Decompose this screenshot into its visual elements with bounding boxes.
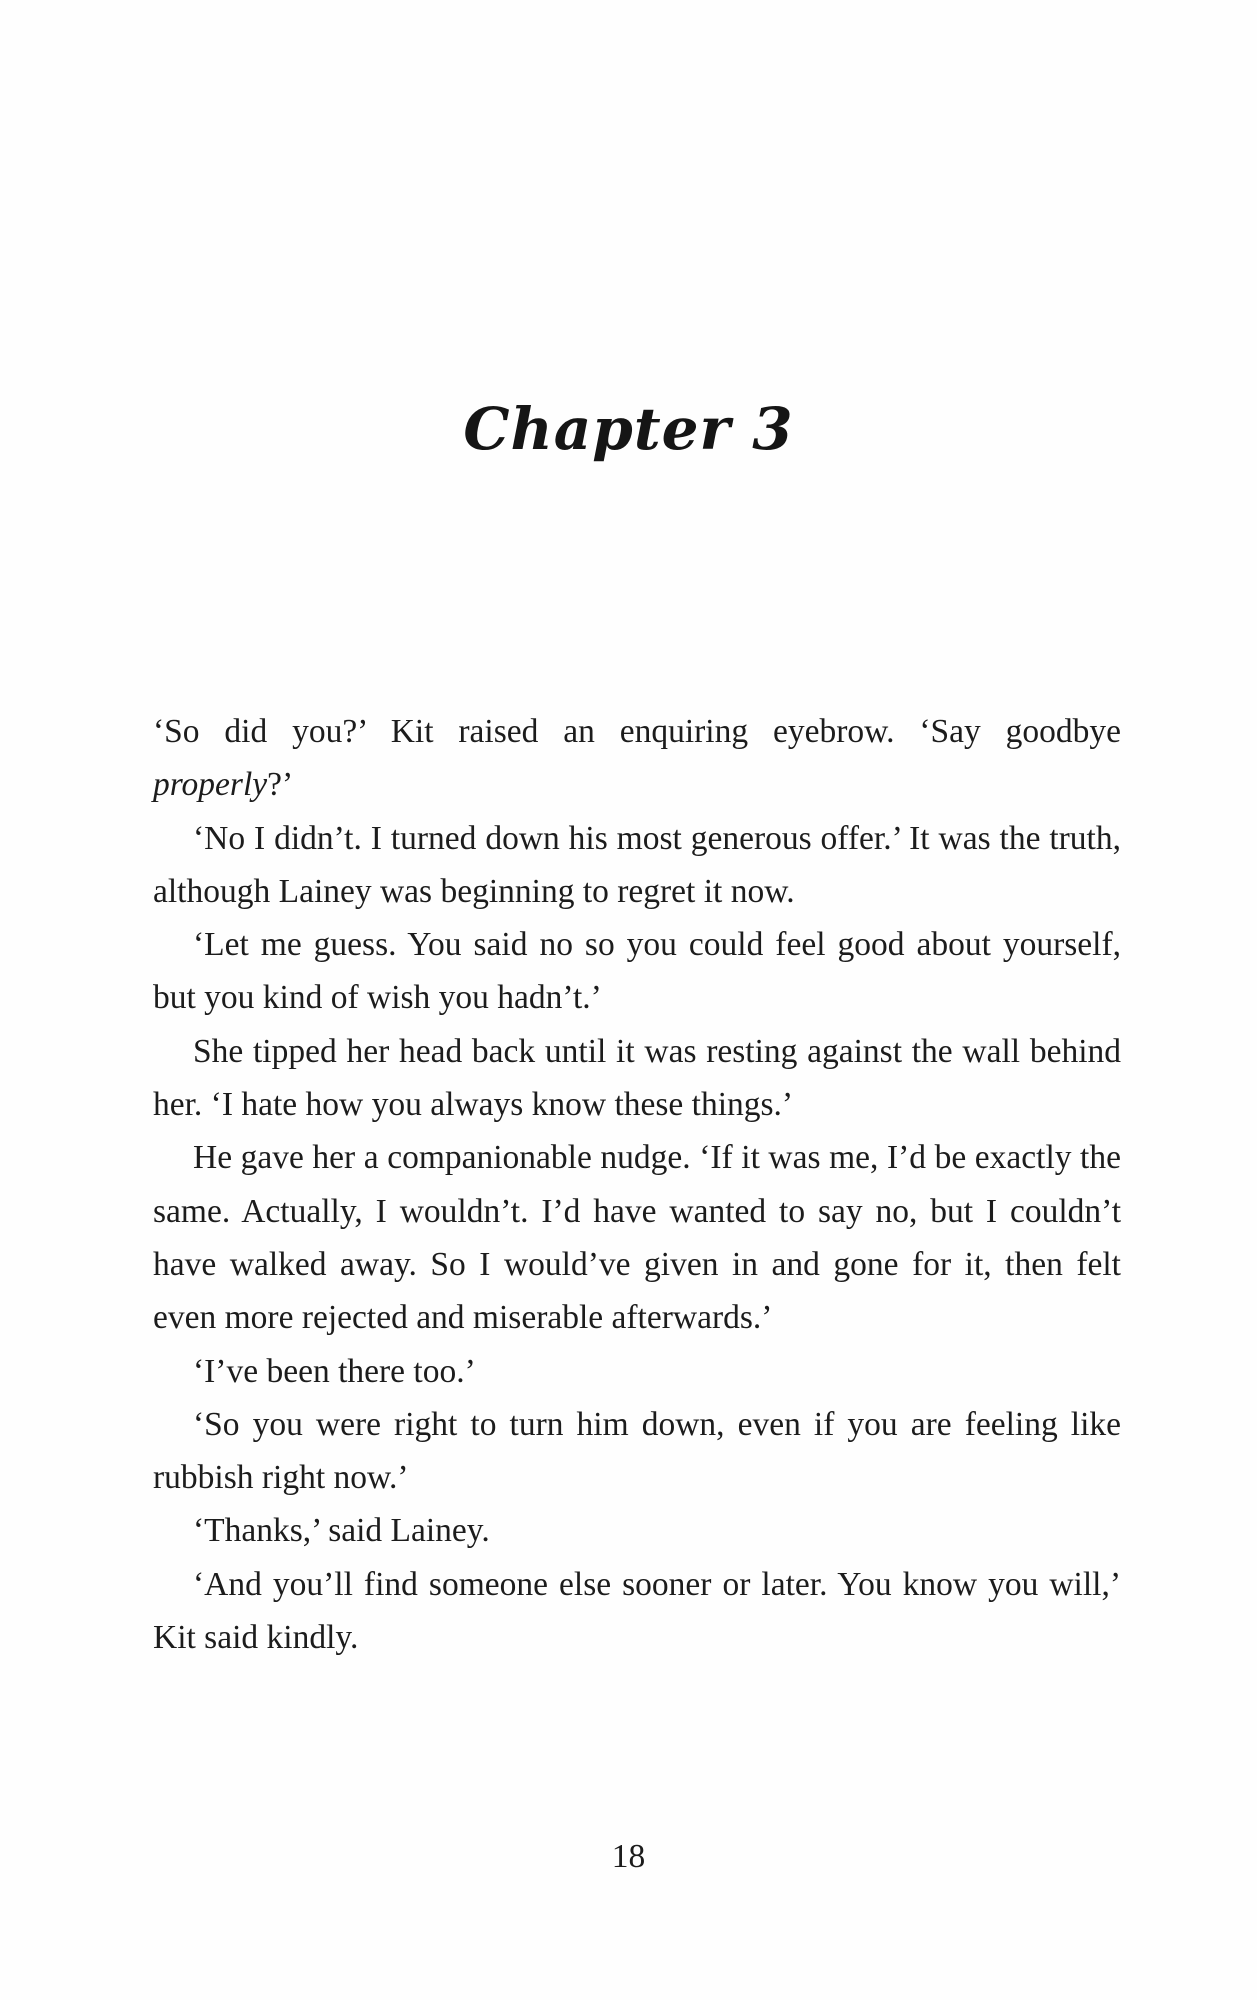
paragraph: ‘I’ve been there too.’ [193, 1352, 476, 1390]
emphasis-text: properly [153, 766, 268, 804]
body-text [153, 705, 1121, 1664]
paragraph: ‘Thanks,’ said Lainey. [193, 1512, 490, 1550]
paragraph: ‘And you’ll find someone else sooner or later. You know you will,’ Kit said kindly. [153, 1565, 1121, 1657]
paragraph-text: ‘So did you?’ Kit raised an enquiring eyebrow. ‘Say goodbye [153, 713, 1121, 750]
paragraph: ‘No I didn’t. I turned down his most generous offer.’ It was the truth, although Lainey was beginning to regret it now. [153, 819, 1121, 910]
paragraph: He gave her a companionable nudge. ‘If it was me, I’d be exactly the same. Actually, I wouldn’t. I’d have wanted to say no, but I couldn’t have walked away. So I would’ve given in and gone for it, then felt even more rejected and miserable afterwards.’ [153, 1139, 1121, 1337]
paragraph-text-tail: ?’ [267, 766, 294, 804]
paragraph: She tipped her head back until it was resting against the wall behind her. ‘I hate how you always know these things.’ [153, 1032, 1121, 1124]
paragraph [153, 705, 1121, 812]
chapter-title: Chapter 3 [463, 395, 794, 463]
page-number: 18 [611, 1838, 646, 1875]
paragraph: ‘Let me guess. You said no so you could feel good about yourself, but you kind of wish you hadn’t.’ [153, 926, 1121, 1017]
paragraph: ‘So you were right to turn him down, even if you are feeling like rubbish right now.’ [153, 1405, 1121, 1497]
